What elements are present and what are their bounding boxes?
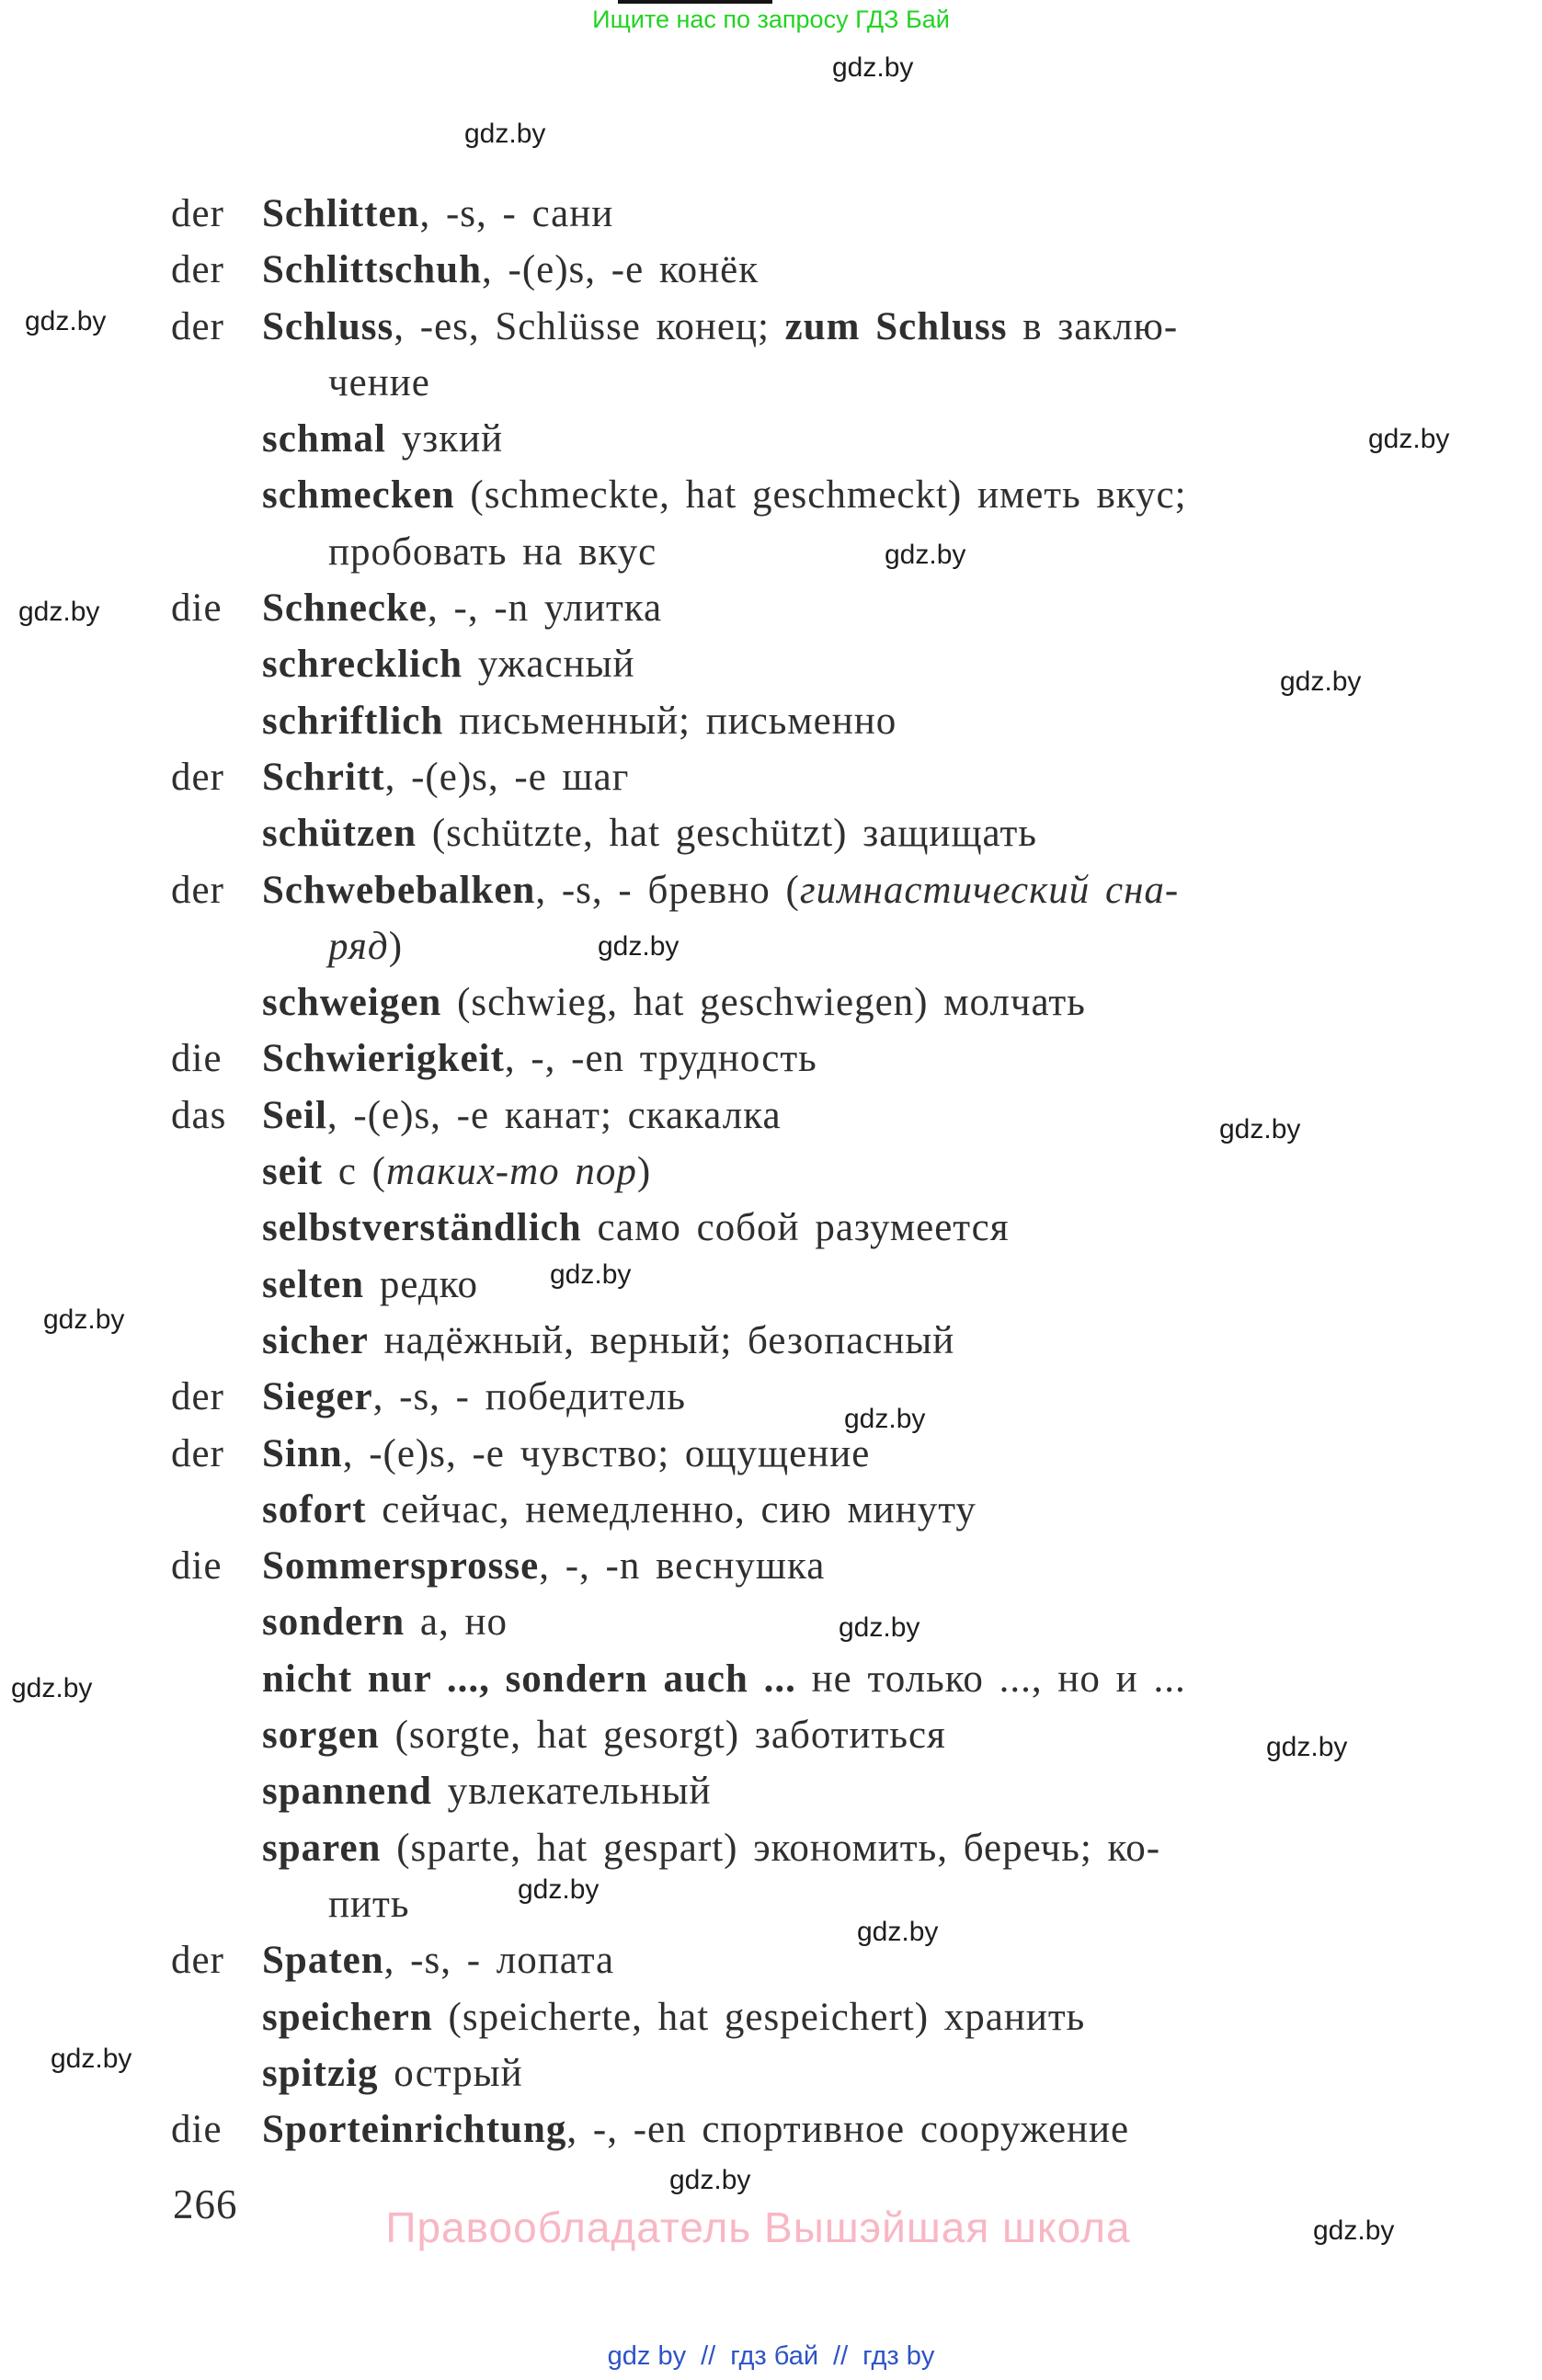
- entry-article: die: [171, 1037, 223, 1081]
- entry-headword: zum Schluss: [784, 304, 1008, 348]
- entry-line: [0, 862, 1542, 918]
- entry-text: ужасный: [463, 643, 635, 687]
- entry-headword: schrecklich: [262, 643, 463, 687]
- gdz-watermark: gdz.by: [464, 119, 546, 149]
- entry-text: (sorgte, hat gesorgt) заботиться: [379, 1714, 946, 1758]
- entry-headword: Schwierigkeit: [262, 1037, 505, 1081]
- entry-line: [0, 242, 1542, 298]
- entry-italic-text: таких-то пор: [386, 1150, 637, 1194]
- entry-continuation-line: [0, 918, 1542, 974]
- entry-headword: schmal: [262, 417, 386, 461]
- entry-line: [0, 2101, 1542, 2158]
- entry-line: [0, 1257, 1542, 1313]
- entry-line: [0, 580, 1542, 636]
- entry-headword: schützen: [262, 812, 417, 856]
- footer-links: [0, 2341, 1542, 2371]
- entry-line: [0, 1426, 1542, 1482]
- gdz-watermark: gdz.by: [518, 1874, 600, 1905]
- entry-text: (schützte, hat geschützt) защищать: [417, 812, 1037, 856]
- gdz-watermark: gdz.by: [25, 306, 107, 336]
- footer-link[interactable]: гдз бай: [730, 2341, 819, 2371]
- entry-headword: Sommersprosse: [262, 1544, 540, 1589]
- entry-text: а, но: [405, 1600, 508, 1645]
- entry-headword: sparen: [262, 1826, 382, 1870]
- gdz-watermark: gdz.by: [839, 1612, 920, 1643]
- gdz-watermark: gdz.by: [18, 597, 100, 627]
- entry-text: редко: [364, 1262, 478, 1306]
- gdz-watermark: gdz.by: [1266, 1732, 1348, 1762]
- entry-text: увлекательный: [431, 1770, 712, 1814]
- entry-text: , -(e)s, -e канат; скакалка: [326, 1093, 782, 1137]
- entry-text: , -, -n веснушка: [539, 1544, 826, 1589]
- entry-text: , -s, - сани: [419, 192, 614, 235]
- entry-text: , -(e)s, -e чувство; ощущение: [342, 1431, 871, 1475]
- entry-headword: sondern: [262, 1600, 405, 1645]
- gdz-watermark: gdz.by: [550, 1259, 632, 1290]
- entry-text: не только ..., но и ...: [795, 1657, 1186, 1701]
- entry-article: die: [171, 2108, 223, 2152]
- gdz-watermark: gdz.by: [1280, 666, 1362, 697]
- entry-line: [0, 467, 1542, 523]
- gdz-watermark: gdz.by: [11, 1673, 93, 1703]
- footer-link[interactable]: гдз by: [862, 2341, 935, 2371]
- entry-headword: selten: [262, 1262, 365, 1306]
- entry-line: [0, 1088, 1542, 1144]
- entry-line: [0, 1369, 1542, 1425]
- entry-text: пробовать на вкус: [328, 530, 657, 574]
- entry-line: [0, 1200, 1542, 1256]
- entry-article: der: [171, 1431, 224, 1475]
- entry-text: сейчас, немедленно, сию минуту: [366, 1487, 977, 1532]
- gdz-watermark: gdz.by: [598, 931, 680, 962]
- entry-line: [0, 1538, 1542, 1594]
- entry-article: der: [171, 755, 224, 799]
- entry-text: само собой разумеется: [581, 1206, 1010, 1250]
- entry-headword: Schnecke: [262, 586, 428, 631]
- entry-article: die: [171, 1544, 223, 1589]
- entry-line: [0, 2045, 1542, 2101]
- link-separator: //: [701, 2341, 716, 2371]
- entry-line: [0, 1313, 1542, 1369]
- entry-text: , -s, - победитель: [372, 1375, 686, 1419]
- entry-text: , -(e)s, -e шаг: [384, 755, 630, 799]
- entry-headword: seit: [262, 1150, 324, 1194]
- entry-headword: Spaten: [262, 1939, 384, 1983]
- entry-article: die: [171, 586, 223, 631]
- entry-headword: Sinn: [262, 1431, 343, 1475]
- entry-text: с (: [323, 1150, 386, 1194]
- entry-text: пить: [328, 1882, 410, 1926]
- gdz-watermark: gdz.by: [832, 52, 914, 83]
- entry-line: [0, 1594, 1542, 1650]
- entry-headword: Sieger: [262, 1375, 373, 1419]
- entry-continuation-line: [0, 524, 1542, 580]
- entry-headword: sorgen: [262, 1714, 380, 1758]
- entry-article: das: [171, 1093, 227, 1137]
- entry-text: ): [388, 924, 404, 968]
- promo-banner-text: Ищите нас по запросу ГДЗ Бай: [592, 6, 950, 33]
- entry-headword: schriftlich: [262, 699, 444, 743]
- entry-line: [0, 1820, 1542, 1876]
- entry-line: [0, 1763, 1542, 1819]
- entry-headword: speichern: [262, 1995, 433, 2039]
- entry-text: в заклю-: [1007, 304, 1179, 348]
- entry-line: [0, 1651, 1542, 1707]
- entry-headword: Sporteinrichtung: [262, 2108, 567, 2152]
- entry-headword: Schlittschuh: [262, 248, 483, 292]
- entry-article: der: [171, 248, 224, 292]
- entry-headword: schweigen: [262, 981, 442, 1025]
- entry-headword: Schritt: [262, 755, 385, 799]
- gdz-watermark: gdz.by: [1219, 1114, 1301, 1144]
- entry-article: der: [171, 192, 224, 235]
- entry-text: , -es, Schlüsse конец;: [394, 304, 785, 348]
- dictionary: [0, 186, 1542, 2158]
- entry-text: чение: [328, 360, 430, 404]
- link-separator: //: [833, 2341, 849, 2371]
- entry-headword: schmecken: [262, 473, 455, 518]
- entry-text: (schmeckte, hat geschmeckt) иметь вкус;: [454, 473, 1187, 518]
- entry-headword: spitzig: [262, 2051, 379, 2095]
- entry-text: , -s, - бревно (: [535, 868, 800, 912]
- entry-article: der: [171, 868, 224, 912]
- entry-line: [0, 1031, 1542, 1087]
- entry-headword: nicht nur ..., sondern auch ...: [262, 1657, 796, 1701]
- entry-headword: sicher: [262, 1318, 369, 1362]
- entry-line: [0, 1989, 1542, 2045]
- gdz-watermark: gdz.by: [669, 2165, 751, 2195]
- entry-line: [0, 186, 1542, 242]
- entry-headword: Seil: [262, 1093, 327, 1137]
- entry-article: der: [171, 304, 224, 348]
- gdz-watermark: gdz.by: [1313, 2215, 1395, 2246]
- entry-line: [0, 1482, 1542, 1538]
- entry-line: [0, 1144, 1542, 1200]
- entry-text: (speicherte, hat gespeichert) хранить: [432, 1995, 1086, 2039]
- scan-artifact-line: [618, 0, 772, 4]
- entry-italic-text: ряд: [328, 924, 389, 968]
- page-number: 266: [173, 2181, 238, 2227]
- entry-headword: Schwebebalken: [262, 868, 536, 912]
- gdz-watermark: gdz.by: [844, 1404, 926, 1434]
- gdz-watermark: gdz.by: [885, 540, 966, 570]
- entry-headword: Schluss: [262, 304, 394, 348]
- entry-text: , -, -en спортивное сооружение: [566, 2108, 1130, 2152]
- entry-article: der: [171, 1939, 224, 1983]
- entry-headword: sofort: [262, 1487, 367, 1532]
- entry-continuation-line: [0, 355, 1542, 411]
- entry-continuation-line: [0, 1876, 1542, 1932]
- entry-line: [0, 411, 1542, 467]
- entry-text: , -s, - лопата: [383, 1939, 615, 1983]
- gdz-watermark: gdz.by: [43, 1304, 125, 1335]
- copyright-text: Правообладатель Вышэйшая школа: [385, 2203, 1131, 2251]
- entry-article: der: [171, 1375, 224, 1419]
- entry-text: письменный; письменно: [443, 699, 897, 743]
- entry-line: [0, 693, 1542, 749]
- entry-text: , -, -en трудность: [504, 1037, 817, 1081]
- entry-text: (schwieg, hat geschwiegen) молчать: [441, 981, 1086, 1025]
- entry-headword: selbstverständlich: [262, 1206, 582, 1250]
- entry-text: надёжный, верный; безопасный: [368, 1318, 955, 1362]
- entry-headword: Schlitten: [262, 192, 420, 235]
- entry-line: [0, 1932, 1542, 1988]
- entry-text: острый: [378, 2051, 523, 2095]
- entry-text: , -, -n улитка: [428, 586, 663, 631]
- entry-line: [0, 974, 1542, 1031]
- entry-line: [0, 805, 1542, 861]
- gdz-watermark: gdz.by: [1368, 424, 1450, 454]
- entry-text: , -(e)s, -e конёк: [482, 248, 760, 292]
- gdz-watermark: gdz.by: [51, 2044, 132, 2074]
- footer-link[interactable]: gdz by: [607, 2341, 687, 2371]
- entry-text: узкий: [386, 417, 504, 461]
- entry-italic-text: гимнастический сна-: [799, 868, 1180, 912]
- entry-line: [0, 749, 1542, 805]
- entry-line: [0, 299, 1542, 355]
- entry-headword: spannend: [262, 1770, 432, 1814]
- entry-text: ): [636, 1150, 652, 1194]
- gdz-watermark: gdz.by: [857, 1917, 939, 1947]
- entry-text: (sparte, hat gespart) экономить, беречь; ко-: [381, 1826, 1161, 1870]
